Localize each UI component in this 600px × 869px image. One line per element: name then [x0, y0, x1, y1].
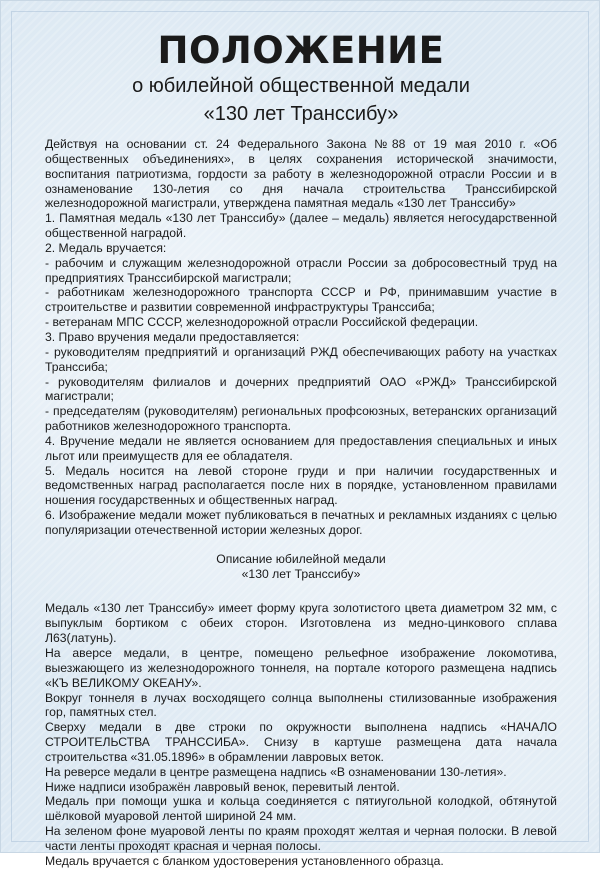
description-heading	[45, 552, 557, 582]
regulation-text	[45, 137, 557, 869]
description-paragraph: Вокруг тоннеля в лучах восходящего солнца выполнены стилизованные изображения гор, памятных стел.	[45, 690, 557, 720]
description-paragraph: На зеленом фоне муаровой ленты по краям проходят желтая и черная полоски. В левой части ленты проходят красная и черная полосы.	[45, 824, 557, 853]
description-heading-line-2: «130 лет Транссибу»	[241, 566, 361, 581]
clause-paragraph: 4. Вручение медали не является основанием для предоставления специальных и иных льгот или преимуществ для ее обладателя.	[45, 433, 557, 463]
description-paragraph: Медаль при помощи ушка и кольца соединяется с пятиугольной колодкой, обтянутой шёлковой муаровой лентой шириной 24 мм.	[45, 794, 557, 824]
clause-paragraph: 2. Медаль вручается:	[45, 240, 167, 255]
description-paragraph: На аверсе медали, в центре, помещено рельефное изображение локомотива, выезжающего из железнодорожного тоннеля, на портале которого размещена надпись «КЪ ВЕЛИКОМУ ОКЕАНУ».	[45, 646, 557, 690]
clause-item: - руководителям предприятий и организаций РЖД обеспечивающих работу на участках Транссиба;	[45, 344, 557, 374]
document-subtitle-line-2: «130 лет Транссибу»	[203, 103, 399, 125]
clause-item: - работникам железнодорожного транспорта СССР и РФ, принимавшим участие в строительстве и развитии современной инфраструктуры Транссиба;	[45, 285, 557, 315]
document-content	[45, 31, 557, 869]
preamble-paragraph: Действуя на основании ст. 24 Федерального Закона №88 от 19 мая 2010 г. «Об общественных объединениях», в целях сохранения исторической значимости, воспитания патриотизма, гордости за работу в железнодорожной отрасли России и в ознаменование 130-летия со дня начала строительства Транссибирской железнодорожной магистрали, утверждена памятная медаль «130 лет Транссибу»	[45, 137, 557, 211]
clause-paragraph: 5. Медаль носится на левой стороне груди и при наличии государственных и ведомственных наград располагается после них в порядке, установленном правилами ношения государственных и общественных наград.	[45, 463, 557, 508]
clause-paragraph: 3. Право вручения медали предоставляется:	[45, 329, 300, 344]
description-paragraph: Сверху медали в две строки по окружности выполнена надпись «НАЧАЛО СТРОИТЕЛЬСТВА ТРАНССИБА». Снизу в картуше размещена дата начала строительства «31.05.1896» в обрамлении лавровых веток.	[45, 720, 557, 764]
clause-item: - рабочим и служащим железнодорожной отрасли России за добросовестный труд на предприятиях Транссибирской магистрали;	[45, 255, 557, 285]
clause-paragraph: 6. Изображение медали может публиковаться в печатных и рекламных изданиях с целью популяризации отечественной истории железных дорог.	[45, 508, 557, 537]
document-title: ПОЛОЖЕНИЕ	[157, 29, 445, 72]
description-paragraph: Медаль «130 лет Транссибу» имеет форму круга золотистого цвета диаметром 32 мм, с выпуклым бортиком с обеих сторон. Изготовлена из медно-цинкового сплава Л63(латунь).	[45, 601, 557, 646]
description-heading-line-1: Описание юбилейной медали	[216, 551, 386, 566]
clause-item: - ветеранам МПС СССР, железнодорожной отрасли Российской федерации.	[45, 315, 479, 330]
document-subtitle-line-1: о юбилейной общественной медали	[132, 75, 470, 97]
clause-item: - председателям (руководителям) региональных профсоюзных, ветеранских организаций работников железнодорожного транспорта.	[45, 404, 557, 434]
clause-item: - руководителям филиалов и дочерних предприятий ОАО «РЖД» Транссибирской магистрали;	[45, 374, 557, 404]
clause-paragraph: 1. Памятная медаль «130 лет Транссибу» (далее – медаль) является негосударственной общественной наградой.	[45, 211, 557, 241]
description-paragraph: На реверсе медали в центре размещена надпись «В ознаменовании 130-летия».	[45, 764, 507, 779]
description-paragraph: Ниже надписи изображён лавровый венок, перевитый лентой.	[45, 779, 400, 794]
description-paragraph: Медаль вручается с бланком удостоверения установленного образца.	[45, 853, 444, 868]
